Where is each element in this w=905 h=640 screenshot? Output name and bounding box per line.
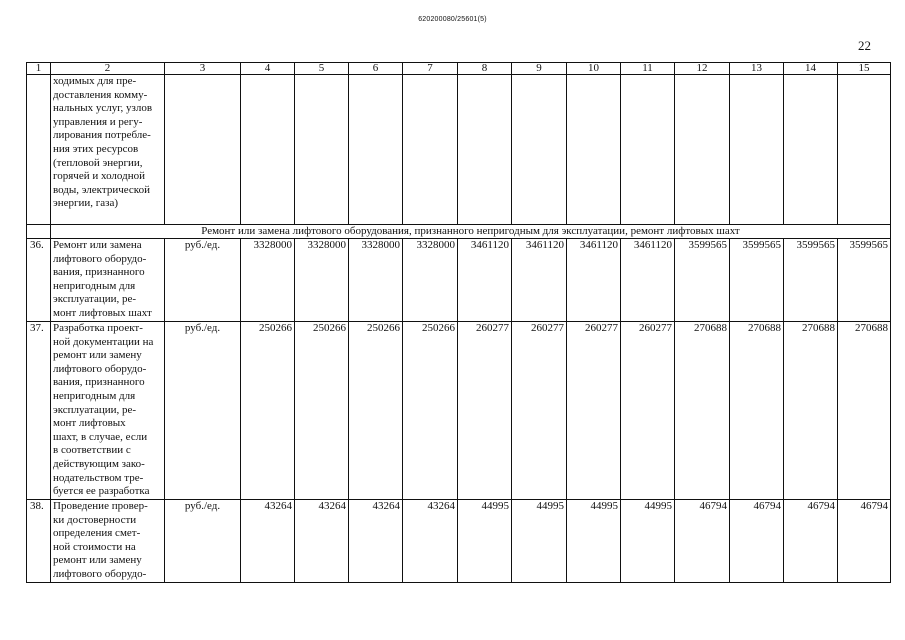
cost-value: 3328000	[349, 239, 403, 322]
page-number: 22	[858, 38, 871, 53]
column-header-14: 14	[784, 63, 838, 75]
unit: руб./ед.	[165, 239, 241, 322]
table-row	[27, 75, 891, 225]
unit: руб./ед.	[165, 500, 241, 583]
column-header-15: 15	[838, 63, 891, 75]
cost-value: 46794	[838, 500, 891, 583]
cost-value: 44995	[621, 500, 675, 583]
cost-value: 250266	[295, 322, 349, 500]
cost-value: 270688	[784, 322, 838, 500]
cost-value: 3328000	[241, 239, 295, 322]
value-cell	[621, 75, 675, 225]
column-header-5: 5	[295, 63, 349, 75]
cost-value: 3599565	[675, 239, 730, 322]
cost-value: 3599565	[838, 239, 891, 322]
cost-value: 250266	[403, 322, 458, 500]
cost-value: 260277	[567, 322, 621, 500]
cost-value: 3328000	[403, 239, 458, 322]
cost-value: 250266	[349, 322, 403, 500]
cost-value: 43264	[241, 500, 295, 583]
cost-value: 250266	[241, 322, 295, 500]
cost-value: 44995	[512, 500, 567, 583]
row-number: 38.	[27, 500, 51, 583]
cost-value: 43264	[295, 500, 349, 583]
cost-value: 3599565	[730, 239, 784, 322]
section-row	[27, 225, 891, 239]
value-cell	[403, 75, 458, 225]
cost-value: 3461120	[567, 239, 621, 322]
row-number-cell	[27, 75, 51, 225]
item-name-cell: ходимых для пре- доставления комму- нальных услуг, узлов управления и регу- лирования потребле- ния этих ресурсов (тепловой энергии, горячей и холодной воды, электрической энергии, газа)	[51, 75, 165, 225]
column-header-7: 7	[403, 63, 458, 75]
column-header-4: 4	[241, 63, 295, 75]
document-code: 620200080/25601(5)	[418, 16, 487, 23]
table-row	[27, 239, 891, 322]
item-name: Ремонт или замена лифтового оборудо- вания, признанного непригодным для эксплуатации, ре- монт лифтовых шахт	[51, 239, 165, 322]
value-cell	[295, 75, 349, 225]
value-cell	[675, 75, 730, 225]
table-row	[27, 322, 891, 500]
header-row	[27, 63, 891, 75]
cost-value: 46794	[784, 500, 838, 583]
row-number: 37.	[27, 322, 51, 500]
column-header-9: 9	[512, 63, 567, 75]
column-header-1: 1	[27, 63, 51, 75]
value-cell	[349, 75, 403, 225]
unit-cell	[165, 75, 241, 225]
value-cell	[567, 75, 621, 225]
value-cell	[784, 75, 838, 225]
column-header-6: 6	[349, 63, 403, 75]
cost-value: 270688	[675, 322, 730, 500]
value-cell	[241, 75, 295, 225]
column-header-10: 10	[567, 63, 621, 75]
cost-value: 3599565	[784, 239, 838, 322]
cost-value: 46794	[730, 500, 784, 583]
column-header-2: 2	[51, 63, 165, 75]
item-name: Проведение провер- ки достоверности определения смет- ной стоимости на ремонт или замену лифтового оборудо-	[51, 500, 165, 583]
cost-value: 260277	[621, 322, 675, 500]
cost-value: 46794	[675, 500, 730, 583]
cost-value: 3461120	[512, 239, 567, 322]
cost-value: 44995	[567, 500, 621, 583]
column-header-13: 13	[730, 63, 784, 75]
cost-value: 270688	[730, 322, 784, 500]
row-number: 36.	[27, 239, 51, 322]
cost-value: 43264	[403, 500, 458, 583]
table-row	[27, 500, 891, 583]
cost-value: 270688	[838, 322, 891, 500]
cost-value: 44995	[458, 500, 512, 583]
cost-value: 3328000	[295, 239, 349, 322]
row-number-cell	[27, 225, 51, 239]
value-cell	[458, 75, 512, 225]
cost-value: 3461120	[621, 239, 675, 322]
column-header-8: 8	[458, 63, 512, 75]
cost-value: 260277	[512, 322, 567, 500]
section-title: Ремонт или замена лифтового оборудования, признанного непригодным для эксплуатации, ремонт лифтовых шахт	[51, 225, 891, 239]
tariff-table	[26, 62, 891, 583]
value-cell	[838, 75, 891, 225]
value-cell	[512, 75, 567, 225]
item-name: Разработка проект- ной документации на ремонт или замену лифтового оборудо- вания, признанного непригодным для эксплуатации, ре- монт лифтовых шахт, в случае, если в соответствии с действующим зако- нодательством тре- буется ее разработка	[51, 322, 165, 500]
column-header-11: 11	[621, 63, 675, 75]
value-cell	[730, 75, 784, 225]
unit: руб./ед.	[165, 322, 241, 500]
cost-value: 260277	[458, 322, 512, 500]
column-header-3: 3	[165, 63, 241, 75]
cost-value: 43264	[349, 500, 403, 583]
cost-value: 3461120	[458, 239, 512, 322]
column-header-12: 12	[675, 63, 730, 75]
